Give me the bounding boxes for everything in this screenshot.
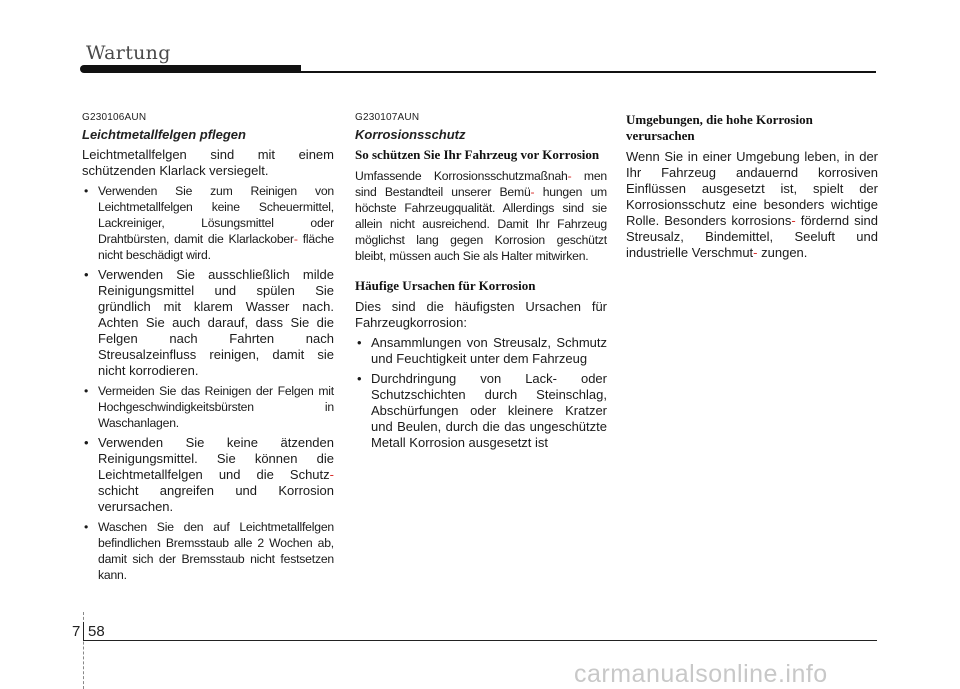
bullet-icon: • [84, 184, 89, 198]
header-rule-thin [301, 71, 876, 73]
column-corrosion-protection [355, 112, 607, 455]
bullet-list [82, 183, 334, 583]
paragraph: Umfassende Korrosionsschutzmaßnah- men sind Bestandteil unserer Bemü- hungen um höchste Fahrzeugqualität. Allerdings sind sie allein nicht ausreichend. Damit Ihr Fahrzeug möglichst lang gegen Korrosion geschützt bleibt, müssen auch Sie als Halter mitwirken. [355, 169, 608, 263]
list-item: • Verwenden Sie keine ätzenden Reinigungsmittel. Sie können die Leichtmetallfelgen und die Schutz- schicht angreifen und Korrosion verursachen. [84, 435, 334, 514]
paragraph: Dies sind die häufigsten Ursachen für Fahrzeugkorrosion: [355, 299, 607, 330]
column-corrosive-environments [626, 112, 878, 261]
bullet-icon: • [84, 267, 89, 282]
section-title: Korrosionsschutz [355, 127, 466, 142]
bullet-list [355, 335, 607, 451]
chapter-number: 7 [72, 623, 81, 640]
subheading: Häufige Ursachen für Korrosion [355, 278, 536, 293]
footer-separator [83, 622, 84, 640]
bullet-icon: • [357, 371, 362, 386]
header-title: Wartung [86, 42, 171, 64]
watermark: carmanualsonline.info [574, 660, 828, 688]
bullet-icon: • [357, 335, 362, 350]
list-item: • Verwenden Sie zum Reinigen von Leichtmetallfelgen keine Scheuermittel, Lackreiniger, Lösungsmittel oder Drahtbürsten, damit die Klarlackober- fläche nicht beschädigt wird. [84, 184, 335, 262]
section-code: G230107AUN [355, 112, 420, 123]
header-rule-thick [80, 65, 301, 73]
intro-paragraph: Leichtmetallfelgen sind mit einem schützenden Klarlack versiegelt. [82, 147, 334, 178]
bullet-icon: • [84, 384, 89, 398]
subheading: So schützen Sie Ihr Fahrzeug vor Korrosion [355, 147, 600, 162]
list-item: • Verwenden Sie ausschließlich milde Reinigungsmittel und spülen Sie gründlich mit klarem Wasser nach. Achten Sie auch darauf, dass Sie die Felgen nach Fahrten nach Streusalzeinfluss reinigen, damit sie nicht korrodieren. [84, 267, 334, 378]
page-number: 58 [88, 623, 105, 640]
bullet-icon: • [84, 520, 89, 534]
section-code: G230106AUN [82, 112, 147, 123]
paragraph: Wenn Sie in einer Umgebung leben, in der Ihr Fahrzeug andauernd korrosiven Einflüssen ausgesetzt ist, spielt der Korrosionsschutz eine besonders wichtige Rolle. Besonders korrosions- fördernd sind Streusalz, Bindemittel, Seeluft und industrielle Verschmut- zungen. [626, 149, 878, 260]
list-item: • Ansammlungen von Streusalz, Schmutz und Feuchtigkeit unter dem Fahrzeug [357, 335, 607, 366]
list-item: • Vermeiden Sie das Reinigen der Felgen mit Hochgeschwindigkeitsbürsten in Waschanlagen. [84, 384, 334, 430]
bullet-icon: • [84, 435, 89, 450]
column-alloy-wheels [82, 112, 334, 587]
list-item: • Waschen Sie den auf Leichtmetallfelgen befindlichen Bremsstaub alle 2 Wochen ab, damit sich der Bremsstaub nicht festsetzen kann. [84, 520, 334, 582]
subheading: Umgebungen, die hohe Korrosion verursachen [626, 112, 813, 143]
list-item: • Durchdringung von Lack- oder Schutzschichten durch Steinschlag, Abschürfungen oder kleinere Kratzer und Beulen, durch die das ungeschützte Metall Korrosion ausgesetzt ist [357, 371, 607, 450]
section-title: Leichtmetallfelgen pflegen [82, 127, 246, 142]
footer-rule [83, 640, 877, 641]
